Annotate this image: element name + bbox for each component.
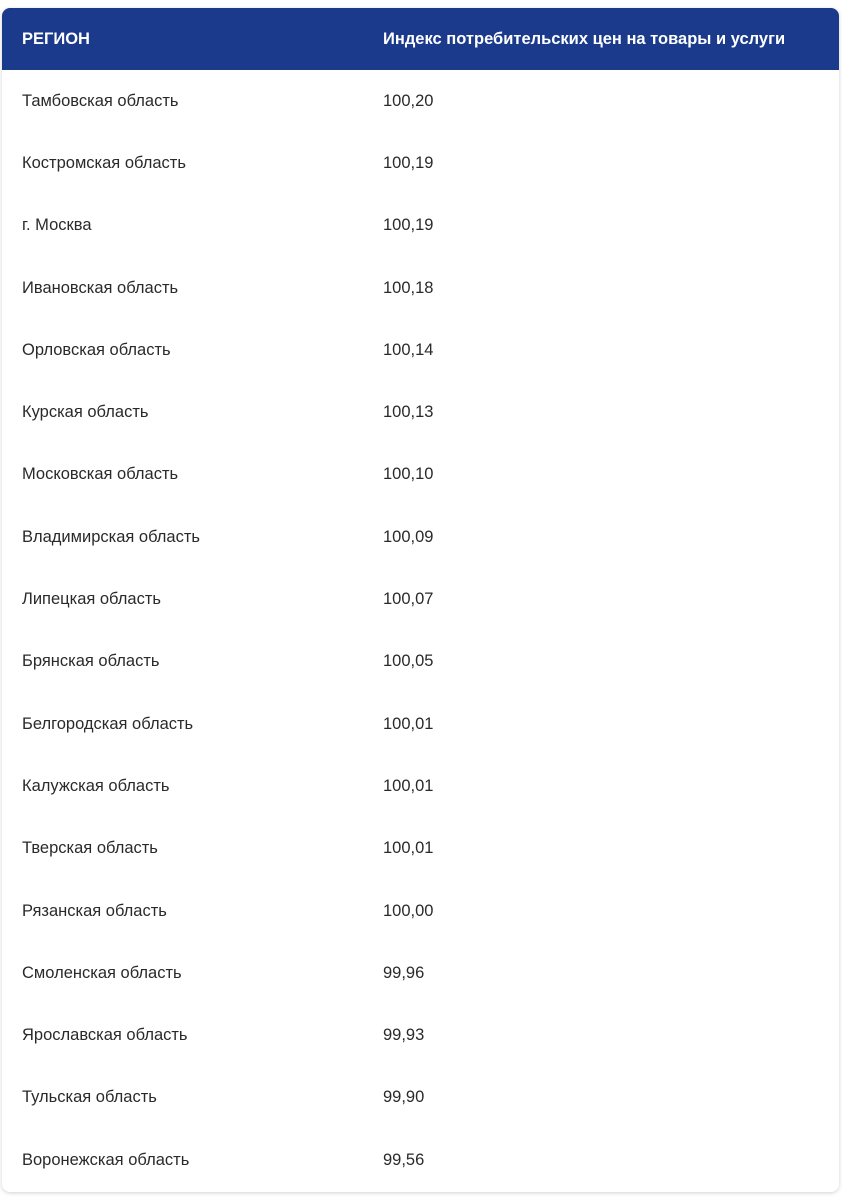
index-cell: 100,20 (383, 91, 434, 110)
region-cell: Тверская область (22, 839, 158, 858)
table-row (2, 195, 839, 257)
table-body (2, 70, 839, 1191)
index-cell: 100,01 (383, 839, 434, 858)
index-cell: 100,13 (383, 403, 434, 422)
table-row (2, 257, 839, 319)
table-row (2, 1129, 839, 1191)
table-row (2, 693, 839, 755)
region-cell: Калужская область (22, 776, 170, 795)
index-cell: 99,56 (383, 1150, 425, 1169)
region-cell: Белгородская область (22, 714, 194, 733)
region-cell: Тамбовская область (22, 91, 179, 110)
region-cell: Рязанская область (22, 901, 167, 920)
region-cell: Ярославская область (22, 1026, 188, 1045)
table-row (2, 70, 839, 132)
region-cell: Тульская область (22, 1088, 157, 1107)
column-header-region[interactable]: РЕГИОН (22, 29, 90, 48)
index-cell: 100,19 (383, 216, 434, 235)
index-cell: 100,09 (383, 527, 434, 546)
table-row (2, 381, 839, 443)
region-cell: Костромская область (22, 153, 186, 172)
table-row (2, 568, 839, 630)
index-cell: 100,00 (383, 901, 434, 920)
table-row (2, 880, 839, 942)
region-cell: Московская область (22, 465, 179, 484)
region-cell: Орловская область (22, 340, 171, 359)
index-cell: 100,19 (383, 153, 434, 172)
index-cell: 100,01 (383, 776, 434, 795)
region-cell: Ивановская область (22, 278, 179, 297)
index-cell: 100,05 (383, 652, 434, 671)
region-cell: Владимирская область (22, 527, 201, 546)
table-row (2, 1067, 839, 1129)
table-row (2, 631, 839, 693)
region-cell: Липецкая область (22, 590, 161, 609)
index-cell: 100,01 (383, 714, 434, 733)
index-cell: 100,14 (383, 340, 434, 359)
region-cell: Брянская область (22, 652, 160, 671)
index-cell: 100,10 (383, 465, 434, 484)
table-row (2, 818, 839, 880)
table-header (2, 8, 839, 70)
region-cell: Смоленская область (22, 963, 182, 982)
table-row (2, 506, 839, 568)
index-cell: 99,90 (383, 1088, 425, 1107)
table-row (2, 1004, 839, 1066)
region-cell: г. Москва (22, 216, 92, 235)
region-cell: Курская область (22, 403, 149, 422)
index-cell: 100,18 (383, 278, 434, 297)
column-header-index[interactable]: Индекс потребительских цен на товары и услуги (383, 29, 786, 48)
table-row (2, 319, 839, 381)
index-cell: 100,07 (383, 590, 434, 609)
table-row (2, 132, 839, 194)
index-cell: 99,93 (383, 1026, 425, 1045)
index-cell: 99,96 (383, 963, 425, 982)
table-row (2, 942, 839, 1004)
table-row (2, 444, 839, 506)
table-row (2, 755, 839, 817)
region-cell: Воронежская область (22, 1150, 190, 1169)
cpi-table (2, 8, 839, 1192)
